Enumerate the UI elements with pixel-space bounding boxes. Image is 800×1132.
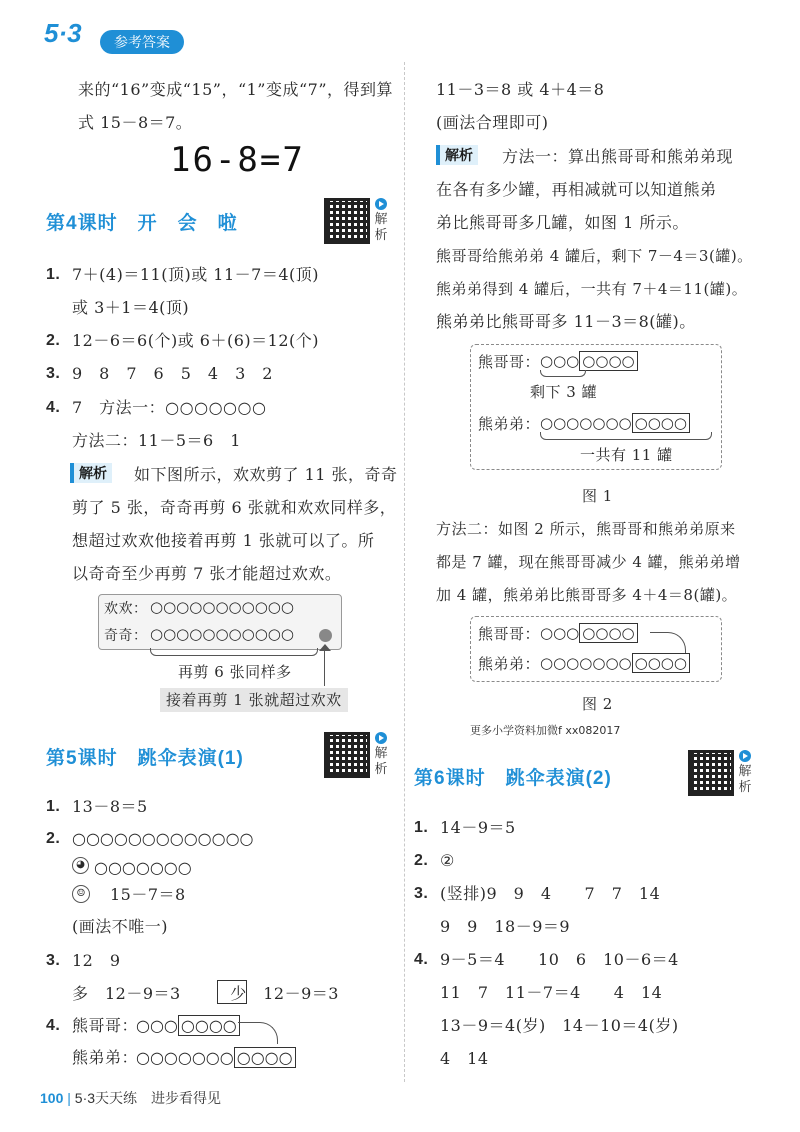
q-number-3: 3. bbox=[414, 885, 429, 902]
l5-q3-box-1 bbox=[217, 980, 247, 1004]
l4-q4-line2: 方法二：11－5＝6 1 bbox=[72, 431, 241, 450]
q-number-3: 3. bbox=[46, 952, 61, 969]
fig1-total-brace bbox=[540, 432, 712, 440]
lesson-6-title: 第6课时 跳伞表演(2) bbox=[414, 768, 612, 789]
r-line-6: 熊哥哥给熊弟弟 4 罐后，剩下 7－4＝3(罐)。 bbox=[436, 247, 753, 265]
lesson-5-title: 第5课时 跳伞表演(1) bbox=[46, 748, 244, 769]
r-line-2: (画法合理即可) bbox=[436, 113, 549, 132]
intro-line-1: 来的“16”变成“15”，“1”变成“7”，得到算 bbox=[78, 80, 394, 99]
answer-key-tag: 参考答案 bbox=[100, 30, 184, 54]
r-line-8: 熊弟弟比熊哥哥多 11－3＝8(罐)。 bbox=[436, 312, 696, 331]
up-arrow bbox=[324, 648, 325, 686]
r-line-3: 方法一：算出熊哥哥和熊弟弟现 bbox=[502, 147, 734, 166]
q-number-3: 3. bbox=[46, 365, 61, 382]
fig1-caption: 图 1 bbox=[582, 487, 613, 505]
r-line-10: 都是 7 罐，现在熊哥哥减少 4 罐，熊弟弟增 bbox=[436, 553, 741, 571]
l6-q2: ② bbox=[440, 851, 455, 870]
intro-line-2: 式 15－8＝7。 bbox=[78, 113, 193, 132]
l4-q1-line2: 或 3＋1＝4(顶) bbox=[72, 298, 190, 317]
r-line-11: 加 4 罐，熊弟弟比熊哥哥多 4＋4＝8(罐)。 bbox=[436, 586, 738, 604]
fig-huan-circles: ○○○○○○○○○○○ bbox=[150, 598, 294, 616]
l5-q2-equation: 15－7＝8 bbox=[110, 885, 186, 904]
brace-line bbox=[150, 648, 318, 656]
fig1-younger-circles: ○○○○○○○ ○○○○ bbox=[540, 413, 690, 433]
l6-q3-line1: (竖排)9 9 4 7 7 14 bbox=[440, 884, 661, 903]
qr-code-lesson-4[interactable] bbox=[324, 198, 370, 244]
fig1-left-label: 剩下 3 罐 bbox=[530, 383, 598, 401]
fig1-total-label: 一共有 11 罐 bbox=[580, 446, 673, 464]
lesson-4-title: 第4课时 开 会 啦 bbox=[46, 213, 238, 234]
l6-q4-line3: 13－9＝4(岁) 14－10＝4(岁) bbox=[440, 1016, 679, 1035]
fig2-brother-label: 熊哥哥： bbox=[478, 625, 541, 643]
fig2-younger-label: 熊弟弟： bbox=[478, 655, 541, 673]
book-slogan: 5·3天天练 进步看得见 bbox=[74, 1090, 222, 1106]
brand-logo: 5·3 bbox=[44, 18, 82, 48]
q-number-2: 2. bbox=[46, 332, 61, 349]
filled-circle bbox=[319, 629, 332, 642]
l4-analysis-1: 如下图所示，欢欢剪了 11 张，奇奇 bbox=[134, 465, 398, 484]
l5-q2-circles-row1: ○○○○○○○○○○○○○ bbox=[72, 829, 254, 848]
play-icon bbox=[375, 732, 387, 744]
l5-q3-line2: 多 12－9＝3 少 12－9＝3 bbox=[72, 984, 339, 1003]
up-arrow-head bbox=[319, 644, 331, 651]
q-number-4: 4. bbox=[46, 399, 61, 416]
q-number-4: 4. bbox=[46, 1017, 61, 1034]
l4-analysis-2: 剪了 5 张，奇奇再剪 6 张就和欢欢同样多， bbox=[72, 498, 397, 517]
fig-brace-label-1: 再剪 6 张同样多 bbox=[178, 663, 292, 681]
page-number: 100 bbox=[40, 1090, 64, 1106]
analysis-tag-l4: 解析 bbox=[70, 463, 112, 483]
l4-analysis-4: 以奇奇至少再剪 7 张才能超过欢欢。 bbox=[72, 564, 342, 583]
fig-qi-circles: ○○○○○○○○○○○ bbox=[150, 625, 294, 643]
fig-brace-label-2: 接着再剪 1 张就超过欢欢 bbox=[160, 688, 348, 712]
l5-q4-brother-circles: ○○○ ○○○○ bbox=[136, 1015, 240, 1036]
q-number-2: 2. bbox=[414, 852, 429, 869]
analysis-tag-right: 解析 bbox=[436, 145, 478, 165]
watermark-text: 更多小学资料加微f xx082017 bbox=[470, 724, 621, 737]
qr-code-lesson-6[interactable] bbox=[688, 750, 734, 796]
fig1-brother-label: 熊哥哥： bbox=[478, 353, 541, 371]
l6-q1: 14－9＝5 bbox=[440, 818, 516, 837]
fig2-brother-circles: ○○○ ○○○○ bbox=[540, 623, 638, 643]
page-footer bbox=[40, 1088, 221, 1108]
q-number-1: 1. bbox=[46, 798, 61, 815]
q-number-2: 2. bbox=[46, 830, 61, 847]
character-icon-2: ☺ bbox=[72, 885, 90, 903]
play-icon bbox=[375, 198, 387, 210]
analysis-link-lesson-4[interactable] bbox=[374, 198, 388, 244]
play-icon bbox=[739, 750, 751, 762]
r-line-4: 在各有多少罐，再相减就可以知道熊弟 bbox=[436, 180, 717, 199]
column-divider bbox=[404, 62, 405, 1082]
l4-q1-line1: 7＋(4)＝11(顶)或 11－7＝4(顶) bbox=[72, 265, 319, 284]
l6-q3-line2: 9 9 18－9＝9 bbox=[440, 917, 571, 936]
l6-q4-line2: 11 7 11－7＝4 4 14 bbox=[440, 983, 663, 1002]
fig2-younger-circles: ○○○○○○○ ○○○○ bbox=[540, 653, 690, 673]
l5-q1: 13－8＝5 bbox=[72, 797, 148, 816]
r-line-1: 11－3＝8 或 4＋4＝8 bbox=[436, 80, 605, 99]
q-number-1: 1. bbox=[414, 819, 429, 836]
analysis-label: 解析 bbox=[738, 764, 752, 795]
character-icon-1: ◕ bbox=[72, 857, 89, 874]
analysis-link-lesson-6[interactable] bbox=[738, 750, 752, 796]
qr-code-lesson-5[interactable] bbox=[324, 732, 370, 778]
fig1-brother-circles: ○○○ ○○○○ bbox=[540, 351, 638, 371]
handwritten-equation: 16-8=7 bbox=[170, 140, 305, 180]
l5-q2-circles-row2: ○○○○○○○ bbox=[94, 858, 192, 877]
fig-huan-label: 欢欢： bbox=[104, 601, 148, 617]
l4-q4-line1: 7 方法一：○○○○○○○ bbox=[72, 398, 267, 417]
q-number-1: 1. bbox=[46, 266, 61, 283]
l5-q4-brother-label: 熊哥哥： bbox=[72, 1016, 139, 1035]
fig2-caption: 图 2 bbox=[582, 695, 613, 713]
analysis-label: 解析 bbox=[374, 212, 388, 243]
fig1-younger-label: 熊弟弟： bbox=[478, 415, 541, 433]
l6-q4-line1: 9－5＝4 10 6 10－6＝4 bbox=[440, 950, 679, 969]
analysis-link-lesson-5[interactable] bbox=[374, 732, 388, 778]
analysis-label: 解析 bbox=[374, 746, 388, 777]
r-line-7: 熊弟弟得到 4 罐后，一共有 7＋4＝11(罐)。 bbox=[436, 280, 748, 298]
q-number-4: 4. bbox=[414, 951, 429, 968]
l5-q4-arrow bbox=[238, 1022, 278, 1044]
l5-q4-younger-label: 熊弟弟： bbox=[72, 1048, 139, 1067]
fig-qi-label: 奇奇： bbox=[104, 628, 148, 644]
l4-q2: 12－6＝6(个)或 6＋(6)＝12(个) bbox=[72, 331, 319, 350]
l5-q4-younger-circles: ○○○○○○○ ○○○○ bbox=[136, 1047, 296, 1068]
l4-analysis-3: 想超过欢欢他接着再剪 1 张就可以了。所 bbox=[72, 531, 375, 550]
l5-q3-line1: 12 9 bbox=[72, 951, 121, 970]
l6-q4-line4: 4 14 bbox=[440, 1049, 489, 1068]
fig1-left-brace bbox=[540, 370, 586, 377]
l4-q3: 9 8 7 6 5 4 3 2 bbox=[72, 364, 273, 383]
r-line-9: 方法二：如图 2 所示，熊哥哥和熊弟弟原来 bbox=[436, 520, 736, 538]
r-line-5: 弟比熊哥哥多几罐，如图 1 所示。 bbox=[436, 213, 689, 232]
footer-separator: | bbox=[67, 1090, 71, 1106]
l5-q2-note: (画法不唯一) bbox=[72, 917, 168, 936]
